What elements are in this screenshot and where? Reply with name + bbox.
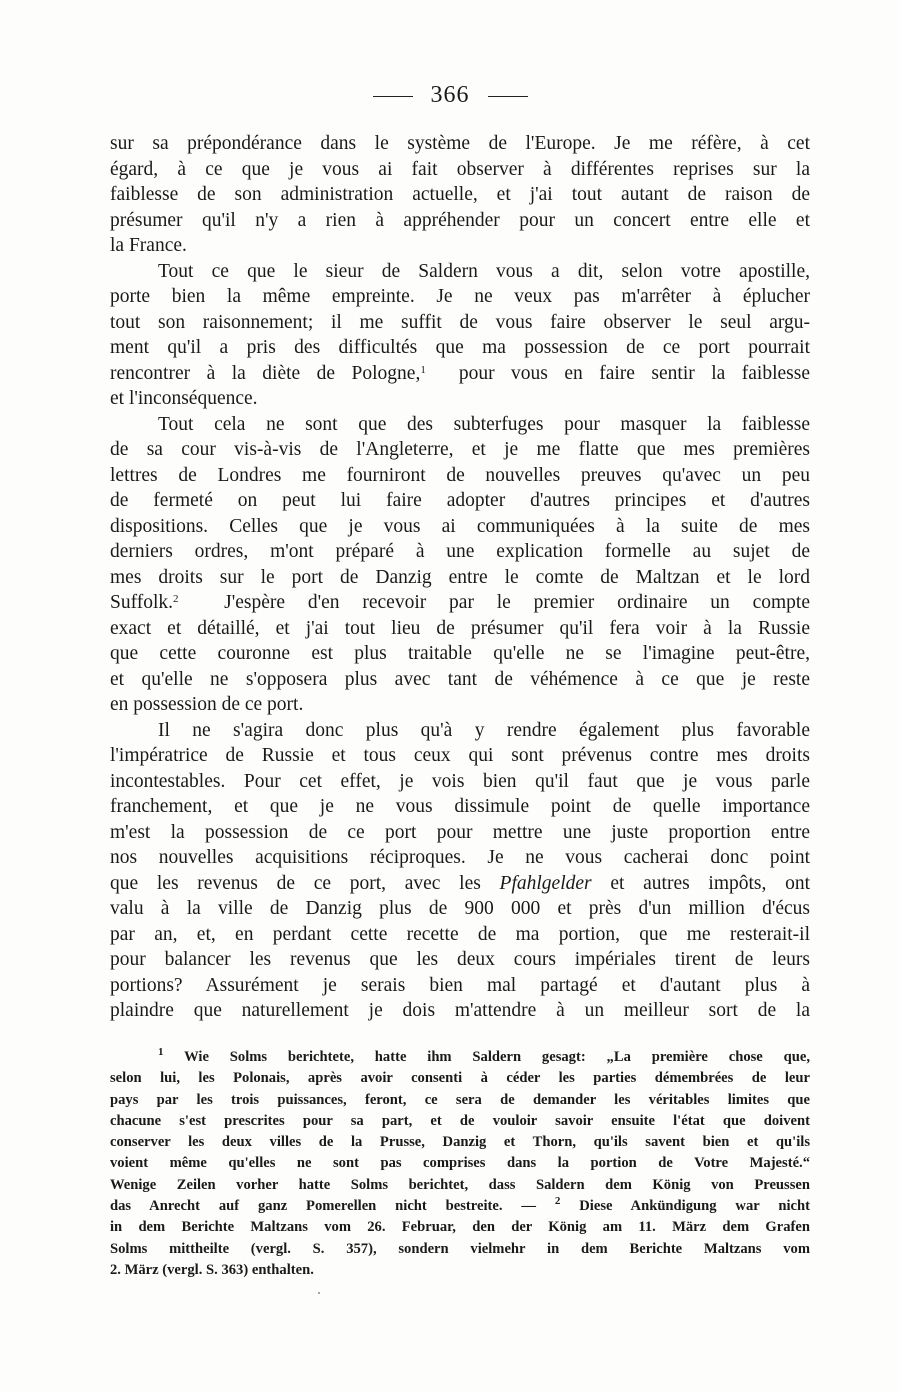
body-line: que cette couronne est plus traitable qu'elle ne se l'imagine peut-être,: [110, 643, 810, 664]
footnote-line: in dem Berichte Maltzans vom 26. Februar, den der König am 11. März dem Grafen: [110, 1219, 810, 1236]
page-number: 366: [430, 82, 470, 108]
body-line: de sa cour vis-à-vis de l'Angleterre, et je me flatte que mes premières: [110, 439, 810, 460]
body-line: ment qu'il a pris des difficultés que ma possession de ce port pourrait: [110, 337, 810, 358]
footnote-line: Wenige Zeilen vorher hatte Solms berichtet, dass Saldern dem König von Preussen: [110, 1176, 810, 1193]
footnote-line: Solms mittheilte (vergl. S. 357), sondern vielmehr in dem Berichte Maltzans vom: [110, 1240, 810, 1257]
header-rule-right: [488, 96, 528, 97]
body-text-fragment: rencontrer à la diète de Pologne,: [110, 362, 421, 384]
footnote-line: chacune s'est prescrites pour sa part, et de vouloir savoir ensuite l'état que doivent: [110, 1112, 810, 1129]
body-line: tout son raisonnement; il me suffit de vous faire observer le seul argu-: [110, 311, 810, 333]
body-line: par an, et, en perdant cette recette de ma portion, que me resterait-il: [110, 923, 810, 945]
body-line: franchement, et que je ne vous dissimule point de quelle importance: [110, 796, 810, 817]
footnote-line: 2. März (vergl. S. 363) enthalten.: [110, 1261, 314, 1278]
body-line: sur sa prépondérance dans le système de l'Europe. Je me réfère, à cet: [110, 133, 810, 154]
body-line: porte bien la même empreinte. Je ne veux pas m'arrêter à éplucher: [110, 286, 810, 307]
body-line: incontestables. Pour cet effet, je vois bien qu'il faut que je vous parle: [110, 770, 810, 792]
body-line: Tout ce que le sieur de Saldern vous a dit, selon votre apostille,: [158, 260, 810, 282]
body-line: m'est la possession de ce port pour mettre une juste proportion entre: [110, 821, 810, 843]
body-text: [110, 131, 810, 1024]
body-line: derniers ordres, m'ont préparé à une explication formelle au sujet de: [110, 541, 810, 562]
body-line: l'impératrice de Russie et tous ceux qui sont prévenus contre mes droits: [110, 745, 810, 766]
body-text-fragment: pour vous en faire sentir la faiblesse: [458, 362, 811, 384]
body-line: la France.: [110, 235, 187, 256]
body-line: et qu'elle ne s'opposera plus avec tant de véhémence à ce que je reste: [110, 668, 810, 690]
footnote-reference: 2: [173, 593, 179, 605]
footnote-reference: 1: [420, 363, 426, 376]
body-line: de fermeté on peut lui faire adopter d'autres principes et d'autres: [110, 490, 810, 511]
body-line: nos nouvelles acquisitions réciproques. Je ne vous cacherai donc point: [110, 847, 810, 868]
footnote-line: conserver les deux villes de la Prusse, Danzig et Thorn, qu'ils savent bien et qu'ils: [110, 1134, 810, 1151]
body-line: et l'inconséquence.: [110, 388, 258, 409]
body-line: mes droits sur le port de Danzig entre le comte de Maltzan et le lord: [110, 566, 810, 588]
body-line: Tout cela ne sont que des subterfuges pour masquer la faiblesse: [158, 413, 810, 435]
italic-term: Pfahlgelder: [499, 872, 592, 894]
body-line: pour balancer les revenus que les deux cours impériales tirent de leurs: [110, 949, 810, 970]
footnotes: [110, 1047, 810, 1281]
footnote-line: pays par les trois puissances, feront, ce sera de demander les véritables limites que: [110, 1091, 810, 1108]
footnote-marker: 1: [158, 1046, 164, 1058]
body-line: dispositions. Celles que je vous ai communiquées à la suite de mes: [110, 515, 810, 537]
body-text-fragment: que les revenus de ce port, avec les: [110, 872, 481, 894]
footnote-text: das Anrecht auf ganz Pomerellen nicht bestreite. —: [110, 1198, 536, 1215]
print-speck: [318, 1292, 320, 1294]
footnote-line: voient même qu'elles ne sont pas comprises dans la portion de Votre Majesté.“: [110, 1155, 810, 1172]
body-line: plaindre que naturellement je dois m'attendre à un meilleur sort de la: [110, 1000, 810, 1021]
body-line: exact et détaillé, et j'ai tout lieu de présumer qu'il fera voir à la Russie: [110, 617, 810, 639]
body-text-fragment: Suffolk.: [110, 592, 174, 613]
body-line: lettres de Londres me fourniront de nouvelles preuves qu'avec un peu: [110, 464, 810, 486]
body-line: Il ne s'agira donc plus qu'à y rendre également plus favorable: [158, 719, 810, 741]
body-line: présumer qu'il n'y a rien à appréhender pour un concert entre elle et: [110, 209, 810, 231]
body-text-fragment: J'espère d'en recevoir par le premier ordinaire un compte: [224, 592, 811, 613]
page-header: [0, 82, 900, 109]
body-line: portions? Assurément je serais bien mal partagé et d'autant plus à: [110, 974, 810, 996]
header-rule-left: [373, 96, 413, 97]
footnote-line: [110, 1196, 810, 1217]
footnote-line: selon lui, les Polonais, après avoir consenti à céder les parties démembrées de leur: [110, 1070, 810, 1087]
body-line: [110, 590, 810, 616]
footnote-text: Wie Solms berichtete, hatte ihm Saldern gesagt: „La première chose que,: [184, 1049, 810, 1065]
body-line: faiblesse de son administration actuelle, et j'ai tout autant de raison de: [110, 184, 810, 205]
body-line: [110, 361, 810, 387]
body-line: égard, à ce que je vous ai fait observer à différentes reprises sur la: [110, 158, 810, 180]
body-line: [110, 871, 810, 897]
body-text-fragment: et autres impôts, ont: [610, 872, 810, 894]
footnote-line: [110, 1047, 810, 1068]
footnote-text: Diese Ankündigung war nicht: [579, 1198, 810, 1215]
footnote-marker: 2: [554, 1195, 561, 1208]
body-line: valu à la ville de Danzig plus de 900 000 et près d'un million d'écus: [110, 898, 810, 919]
body-line: en possession de ce port.: [110, 694, 304, 715]
